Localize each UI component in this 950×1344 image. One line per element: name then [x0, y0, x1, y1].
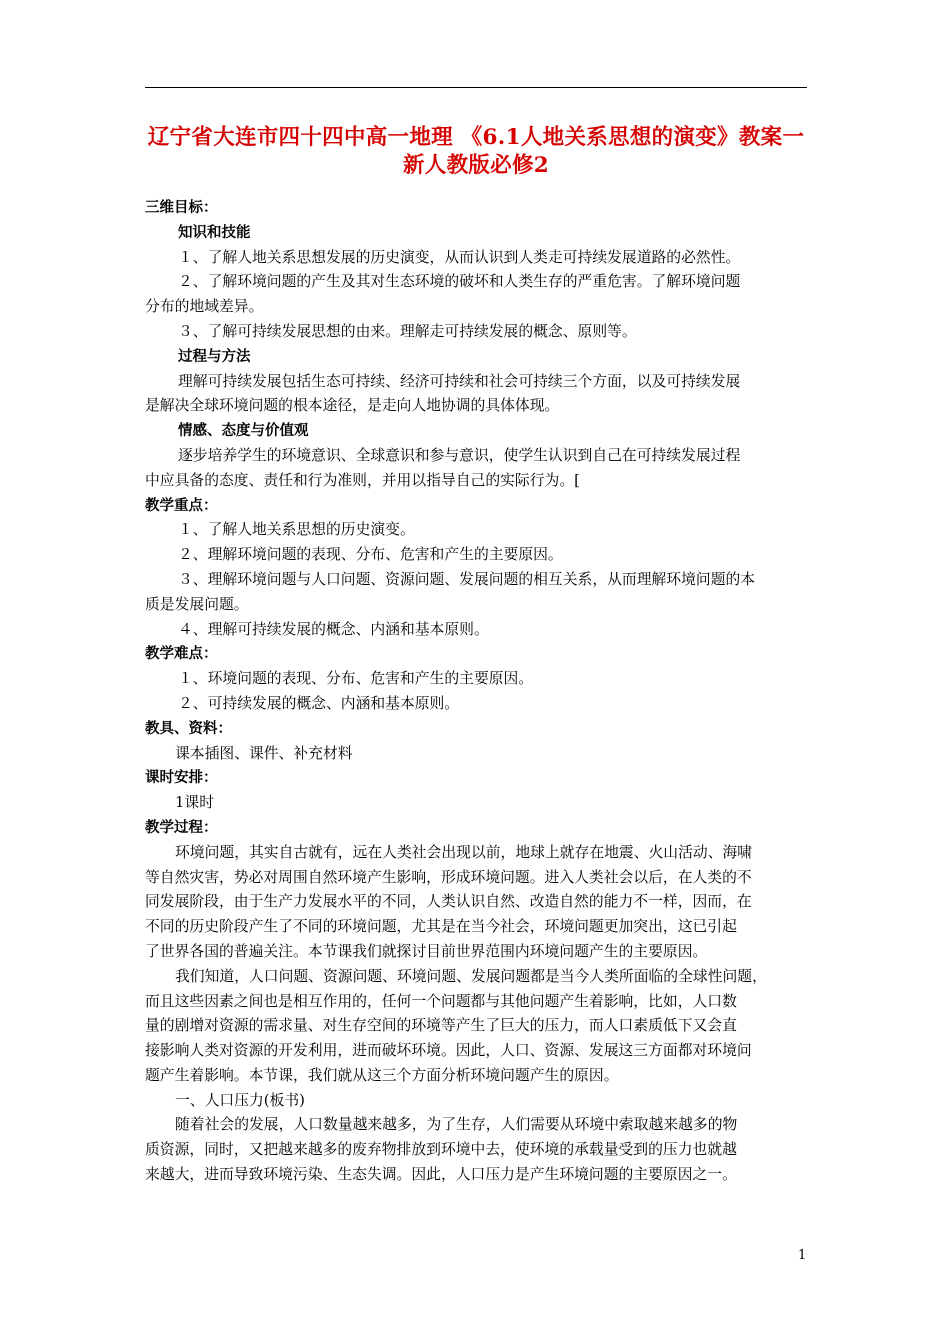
header-rule: [145, 87, 807, 88]
hours-heading: 课时安排：: [145, 770, 218, 787]
procedure-heading: 教学过程：: [145, 819, 218, 836]
paragraph-2-line: 量的剧增对资源的需求量、对生存空间的环境等产生了巨大的压力，而人口素质低下又会直: [145, 1017, 737, 1035]
paragraph-1-line: 不同的历史阶段产生了不同的环境问题，尤其是在当今社会，环境问题更加突出，这已引起: [145, 918, 737, 936]
knowledge-item-1: １、了解人地关系思想发展的历史演变，从而认识到人类走可持续发展道路的必然性。: [178, 248, 741, 266]
document-title-line-1: 辽宁省大连市四十四中高一地理 《6.1人地关系思想的演变》教案一: [147, 125, 805, 150]
emotion-text-cont: 中应具备的态度、责任和行为准则，并用以指导自己的实际行为。[: [145, 471, 580, 489]
hours-text: 1课时: [175, 794, 215, 812]
key-point-3-cont: 质是发展问题。: [145, 595, 249, 613]
paragraph-3-line: 来越大，进而导致环境污染、生态失调。因此，人口压力是产生环境问题的主要原因之一。: [145, 1166, 737, 1184]
process-text-cont: 是解决全球环境问题的根本途径，是走向人地协调的具体体现。: [145, 397, 560, 415]
key-point-3: ３、理解环境问题与人口问题、资源问题、发展问题的相互关系，从而理解环境问题的本: [178, 570, 756, 588]
paragraph-1-line: 同发展阶段，由于生产力发展水平的不同，人类认识自然、改造自然的能力不一样，因而，在: [145, 893, 752, 911]
paragraph-2-line: 题产生着影响。本节课，我们就从这三个方面分析环境问题产生的原因。: [145, 1066, 619, 1084]
tools-heading: 教具、资料：: [145, 720, 232, 737]
process-text: 理解可持续发展包括生态可持续、经济可持续和社会可持续三个方面，以及可持续发展: [178, 372, 741, 390]
key-points-heading: 教学重点：: [145, 497, 218, 514]
knowledge-item-2-cont: 分布的地域差异。: [145, 298, 264, 316]
emotion-heading: 情感、态度与价值观: [178, 423, 309, 440]
knowledge-item-3: ３、了解可持续发展思想的由来。理解走可持续发展的概念、原则等。: [178, 322, 637, 340]
paragraph-2-line: 而且这些因素之间也是相互作用的，任何一个问题都与其他问题产生着影响，比如，人口数: [145, 992, 737, 1010]
key-point-2: ２、理解环境问题的表现、分布、危害和产生的主要原因。: [178, 546, 563, 564]
key-point-1: １、了解人地关系思想的历史演变。: [178, 521, 415, 539]
goals-heading: 三维目标：: [145, 200, 218, 216]
paragraph-3-line: 质资源，同时，又把越来越多的废弃物排放到环境中去，使环境的承载量受到的压力也就越: [145, 1141, 737, 1159]
paragraph-1-line: 等自然灾害，势必对周围自然环境产生影响，形成环境问题。进入人类社会以后，在人类的不: [145, 868, 752, 886]
section-1-heading: 一、人口压力(板书): [175, 1091, 305, 1109]
paragraph-1-line: 环境问题，其实自古就有，远在人类社会出现以前，地球上就存在地震、火山活动、海啸: [175, 843, 753, 861]
difficulty-2: ２、可持续发展的概念、内涵和基本原则。: [178, 694, 460, 712]
knowledge-item-2: ２、了解环境问题的产生及其对生态环境的破坏和人类生存的严重危害。了解环境问题: [178, 273, 741, 291]
emotion-text: 逐步培养学生的环境意识、全球意识和参与意识，使学生认识到自己在可持续发展过程: [178, 446, 741, 464]
paragraph-2-line: 我们知道，人口问题、资源问题、环境问题、发展问题都是当今人类所面临的全球性问题，: [175, 967, 767, 985]
process-heading: 过程与方法: [178, 348, 251, 365]
knowledge-heading: 知识和技能: [178, 224, 251, 241]
page-number: 1: [798, 1248, 807, 1263]
paragraph-2-line: 接影响人类对资源的开发利用，进而破坏环境。因此，人口、资源、发展这三方面都对环境问: [145, 1042, 752, 1060]
difficulties-heading: 教学难点：: [145, 646, 218, 663]
tools-text: 课本插图、课件、补充材料: [175, 744, 353, 762]
key-point-4: ４、理解可持续发展的概念、内涵和基本原则。: [178, 620, 489, 638]
document-title-line-2: 新人教版必修2: [402, 153, 550, 178]
difficulty-1: １、环境问题的表现、分布、危害和产生的主要原因。: [178, 670, 534, 688]
paragraph-1-line: 了世界各国的普遍关注。本节课我们就探讨目前世界范围内环境问题产生的主要原因。: [145, 942, 708, 960]
paragraph-3-line: 随着社会的发展，人口数量越来越多，为了生存，人们需要从环境中索取越来越多的物: [175, 1116, 738, 1134]
document-body: [145, 196, 809, 1188]
